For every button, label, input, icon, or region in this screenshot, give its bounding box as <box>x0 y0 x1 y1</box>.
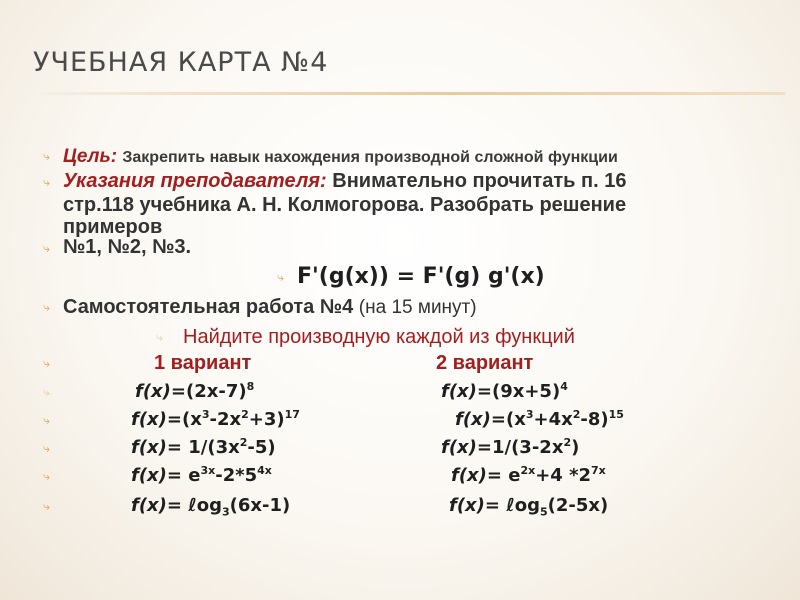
independent-work-time: (на 15 минут) <box>358 297 477 318</box>
instructions-text-2: стр.118 учебника А. Н. Колмогорова. Разобрать решение <box>63 194 627 216</box>
slide-title: УЧЕБНАЯ КАРТА №4 <box>33 47 329 78</box>
instructions-label: Указания преподавателя: <box>63 170 327 192</box>
rule-formula: F'(g(x)) = F'(g) g'(x) <box>297 264 545 289</box>
curved-arrow-bullet-icon: ⤷ <box>43 241 50 255</box>
v1-function-4: $f(x)= e^{3x}-2*5^{4x}$ <box>131 464 272 486</box>
curved-arrow-bullet-icon: ⤷ <box>43 300 50 314</box>
curved-arrow-bullet-icon: ⤷ <box>43 149 50 163</box>
task-text: Найдите производную каждой из функций <box>183 326 575 348</box>
v1-function-1: $f(x)=(2x-7)^8$ <box>135 380 255 402</box>
v1-function-5: f(x)= ℓog$_3$(6x-1) <box>131 495 291 519</box>
curved-arrow-bullet-icon: ⤷ <box>43 413 50 427</box>
v2-function-2: $f(x)=(x^3+4x^2-8)^{15}$ <box>455 408 624 430</box>
goal-text: Закрепить навык нахождения производной сложной функции <box>122 149 618 166</box>
variant-1-header: 1 вариант <box>154 352 252 374</box>
curved-arrow-bullet-icon: ⤷ <box>156 330 163 344</box>
independent-work-label: Самостоятельная работа №4 <box>63 296 354 318</box>
v2-function-4: $f(x)= e^{2x}+4$ $*2^{7x}$ <box>451 464 606 486</box>
curved-arrow-bullet-icon: ⤷ <box>43 356 50 370</box>
goal-label: Цель: <box>63 146 118 167</box>
v2-function-3: $f(x)=1/(3-2x^2)$ <box>441 436 580 458</box>
v1-function-3: $f(x)= 1/(3x^2-5)$ <box>131 436 276 458</box>
variant-2-header: 2 вариант <box>436 352 534 374</box>
curved-arrow-bullet-icon: ⤷ <box>43 469 50 483</box>
curved-arrow-bullet-icon: ⤷ <box>43 175 50 189</box>
instructions-text-1: Внимательно прочитать п. 16 <box>332 170 627 192</box>
title-divider <box>40 92 785 95</box>
curved-arrow-bullet-icon: ⤷ <box>43 499 50 513</box>
examples-text: №1, №2, №3. <box>63 236 192 258</box>
curved-arrow-bullet-icon: ⤷ <box>277 270 284 284</box>
instructions-text-3: примеров <box>63 216 163 238</box>
curved-arrow-bullet-icon: ⤷ <box>43 441 50 455</box>
curved-arrow-bullet-icon: ⤷ <box>43 385 50 399</box>
v2-function-5: f(x)= ℓog$_5$(2-5x) <box>449 495 609 519</box>
v2-function-1: $f(x)=(9x+5)^4$ <box>441 380 568 402</box>
v1-function-2: $f(x)=(x^3-2x^2+3)^{17}$ <box>131 408 300 430</box>
